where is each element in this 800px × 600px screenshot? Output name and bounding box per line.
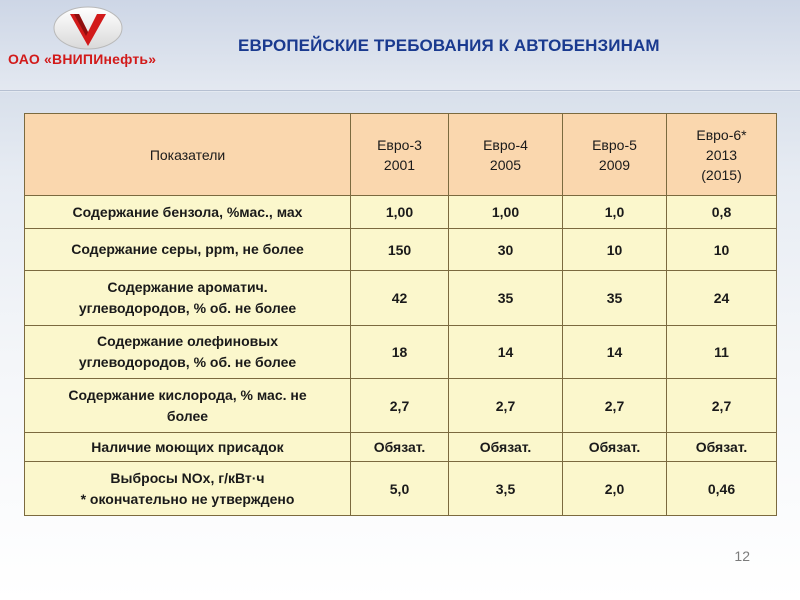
table-cell: 35	[449, 271, 563, 326]
row-label-aromatics: Содержание ароматич. углеводородов, % об. не более	[25, 271, 351, 326]
table-cell: Обязат.	[563, 433, 667, 462]
row-label-detergents: Наличие моющих присадок	[25, 433, 351, 462]
table-cell: 2,7	[563, 379, 667, 433]
row-label-sulfur: Содержание серы, ppm, не более	[25, 229, 351, 271]
table-row	[25, 433, 777, 462]
requirements-table	[24, 113, 777, 516]
table-cell: 10	[563, 229, 667, 271]
table-cell: Обязат.	[449, 433, 563, 462]
row-label-nox: Выбросы NOx, г/кВт·ч * окончательно не утверждено	[25, 462, 351, 516]
row-label-oxygen: Содержание кислорода, % мас. не более	[25, 379, 351, 433]
table-cell: 2,7	[667, 379, 777, 433]
column-header-euro5: Евро-5 2009	[563, 114, 667, 196]
table-cell: 2,0	[563, 462, 667, 516]
table-cell: 18	[351, 326, 449, 379]
table-cell: 10	[667, 229, 777, 271]
table-cell: 1,00	[351, 196, 449, 229]
table-cell: Обязат.	[351, 433, 449, 462]
page-number: 12	[734, 548, 750, 564]
table-row	[25, 271, 777, 326]
table-cell: 24	[667, 271, 777, 326]
table-row	[25, 379, 777, 433]
table-cell: 0,8	[667, 196, 777, 229]
company-prefix: ОАО «	[8, 51, 53, 67]
table-cell: 2,7	[351, 379, 449, 433]
company-logo-icon	[50, 4, 126, 52]
table-row	[25, 326, 777, 379]
column-header-euro3: Евро-3 2001	[351, 114, 449, 196]
table-row	[25, 462, 777, 516]
slide-title: ЕВРОПЕЙСКИЕ ТРЕБОВАНИЯ К АВТОБЕНЗИНАМ	[238, 36, 660, 55]
table-cell: 35	[563, 271, 667, 326]
table-cell: 30	[449, 229, 563, 271]
table-row	[25, 229, 777, 271]
company-name	[8, 51, 156, 67]
table-cell: 1,00	[449, 196, 563, 229]
header-divider	[0, 90, 800, 91]
table-cell: 1,0	[563, 196, 667, 229]
table-cell: 11	[667, 326, 777, 379]
table-row	[25, 196, 777, 229]
table-cell: 150	[351, 229, 449, 271]
table-cell: 0,46	[667, 462, 777, 516]
column-header-euro6: Евро-6* 2013 (2015)	[667, 114, 777, 196]
table-cell: 42	[351, 271, 449, 326]
table-cell: 14	[563, 326, 667, 379]
row-label-olefins: Содержание олефиновых углеводородов, % об. не более	[25, 326, 351, 379]
table-header-row	[25, 114, 777, 196]
column-header-indicators: Показатели	[25, 114, 351, 196]
company-brand: ВНИПИнефть	[52, 51, 149, 67]
row-label-benzene: Содержание бензола, %мас., мах	[25, 196, 351, 229]
slide-header	[0, 0, 800, 92]
table-cell: 3,5	[449, 462, 563, 516]
company-suffix: »	[148, 51, 157, 67]
table-cell: 14	[449, 326, 563, 379]
column-header-euro4: Евро-4 2005	[449, 114, 563, 196]
table-cell: Обязат.	[667, 433, 777, 462]
table-cell: 5,0	[351, 462, 449, 516]
table-cell: 2,7	[449, 379, 563, 433]
